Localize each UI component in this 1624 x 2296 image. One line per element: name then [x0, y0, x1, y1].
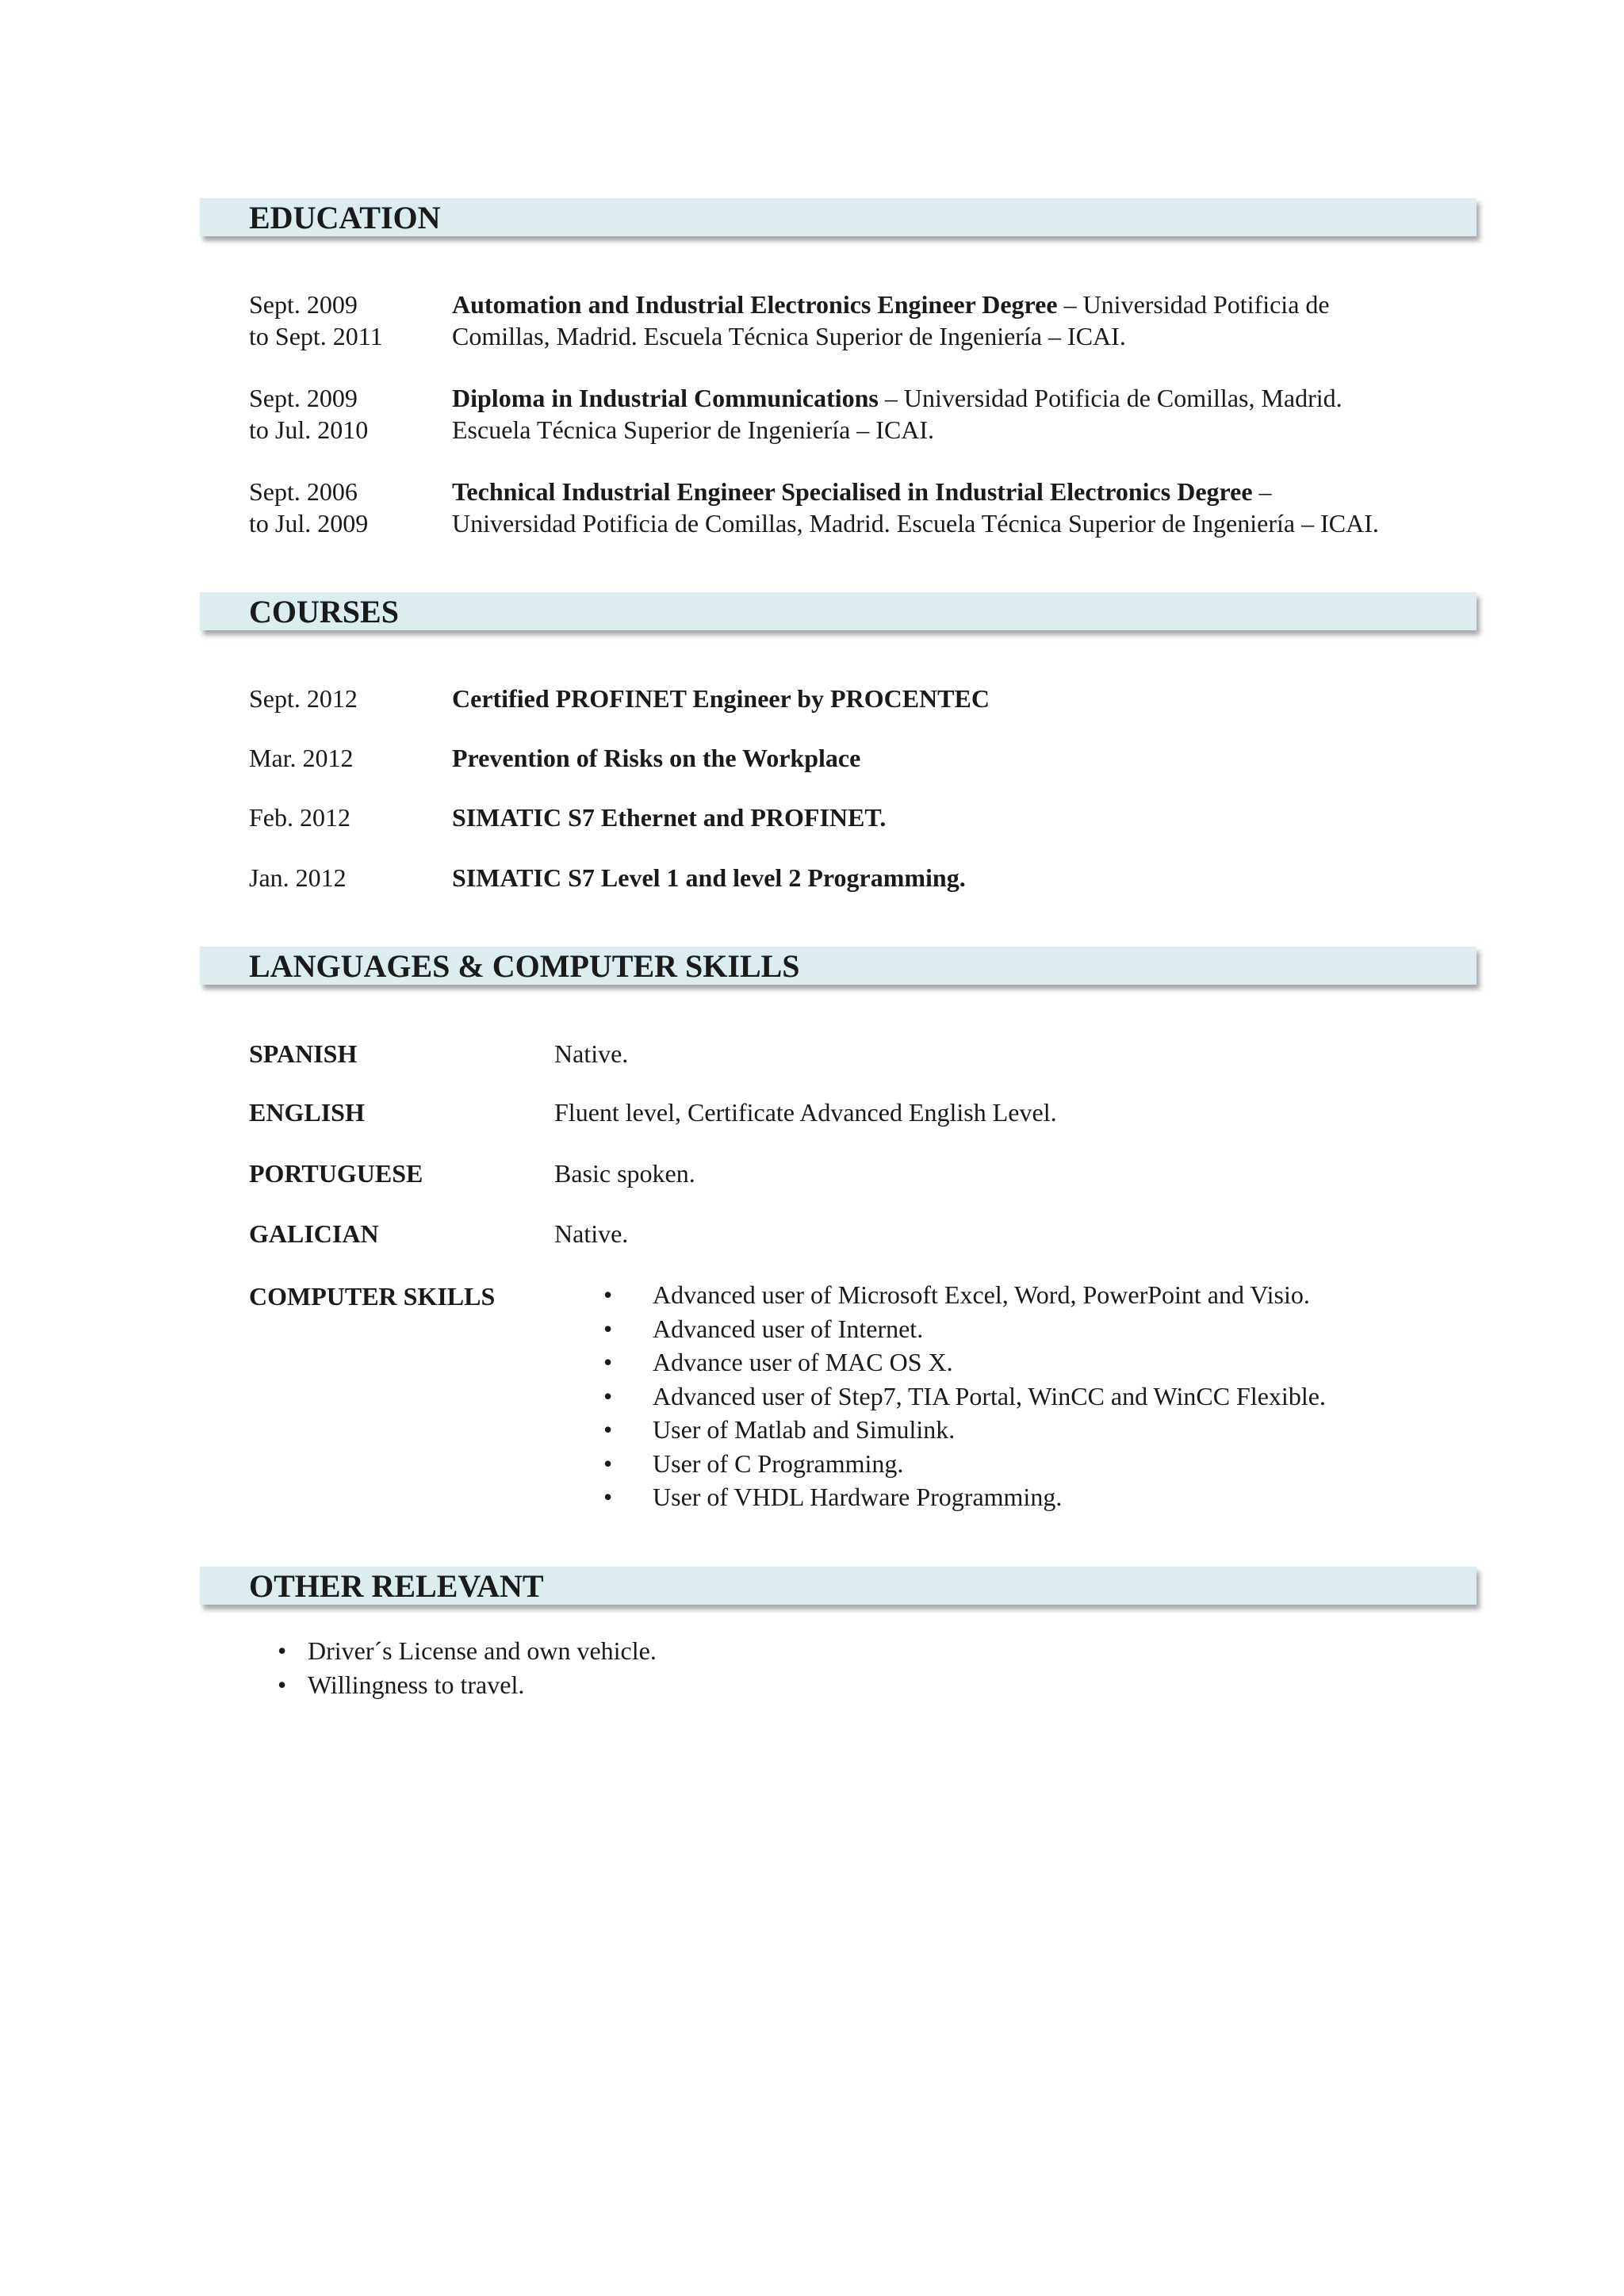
- language-name: ENGLISH: [249, 1098, 365, 1127]
- date-start: Sept. 2006: [249, 477, 358, 506]
- education-line1: [452, 289, 1483, 320]
- list-item: [278, 1668, 657, 1702]
- bullet-icon: •: [603, 1314, 613, 1343]
- other-text: Driver´s License and own vehicle.: [308, 1636, 657, 1665]
- bullet-icon: •: [278, 1670, 287, 1699]
- course-name: Prevention of Risks on the Workplace: [452, 744, 861, 772]
- list-item: [599, 1312, 1326, 1346]
- course-name: SIMATIC S7 Ethernet and PROFINET.: [452, 803, 887, 832]
- other-text: Willingness to travel.: [308, 1670, 525, 1699]
- education-line1: [452, 476, 1483, 507]
- bullet-icon: •: [603, 1415, 613, 1444]
- education-description: [452, 382, 1483, 446]
- language-name: GALICIAN: [249, 1219, 379, 1248]
- course-date: Feb. 2012: [249, 803, 350, 832]
- other-header: [200, 1567, 1477, 1605]
- education-description: [452, 289, 1483, 352]
- courses-title: COURSES: [249, 594, 399, 629]
- course-name: Certified PROFINET Engineer by PROCENTEC: [452, 684, 990, 713]
- education-title: EDUCATION: [249, 200, 441, 235]
- other-title: OTHER RELEVANT: [249, 1568, 544, 1604]
- language-level: Basic spoken.: [554, 1159, 695, 1188]
- education-date: [249, 476, 447, 539]
- institution: – Universidad Potificia de: [1057, 290, 1330, 319]
- education-line2: Universidad Potificia de Comillas, Madrid. Escuela Técnica Superior de Ingeniería – ICAI.: [452, 509, 1379, 538]
- language-level: Fluent level, Certificate Advanced English Level.: [554, 1098, 1057, 1127]
- course-date: Jan. 2012: [249, 863, 347, 892]
- education-line2: Comillas, Madrid. Escuela Técnica Superior de Ingeniería – ICAI.: [452, 322, 1126, 350]
- languages-title: LANGUAGES & COMPUTER SKILLS: [249, 948, 800, 984]
- course-date: Sept. 2012: [249, 684, 358, 713]
- date-end: to Sept. 2011: [249, 322, 383, 350]
- computer-skills-label: COMPUTER SKILLS: [249, 1282, 496, 1311]
- bullet-icon: •: [603, 1348, 613, 1376]
- courses-header: [200, 592, 1477, 630]
- education-date: [249, 289, 447, 352]
- skill-text: Advanced user of Step7, TIA Portal, WinCC and WinCC Flexible.: [653, 1381, 1326, 1410]
- list-item: [599, 1413, 1326, 1447]
- institution: –: [1252, 477, 1272, 506]
- skill-text: User of Matlab and Simulink.: [653, 1415, 956, 1444]
- institution: – Universidad Potificia de Comillas, Madrid.: [878, 384, 1342, 412]
- degree-name: Technical Industrial Engineer Specialised in Industrial Electronics Degree: [452, 477, 1253, 506]
- list-item: [599, 1278, 1326, 1312]
- languages-header: [200, 947, 1477, 985]
- education-description: [452, 476, 1483, 539]
- education-line2: Escuela Técnica Superior de Ingeniería – ICAI.: [452, 415, 935, 444]
- bullet-icon: •: [603, 1280, 613, 1309]
- skill-text: Advanced user of Internet.: [653, 1314, 924, 1343]
- list-item: [599, 1480, 1326, 1514]
- other-list: [278, 1634, 657, 1701]
- bullet-icon: •: [278, 1636, 287, 1665]
- bullet-icon: •: [603, 1381, 613, 1410]
- bullet-icon: •: [603, 1483, 613, 1511]
- date-end: to Jul. 2009: [249, 509, 369, 538]
- skill-text: User of VHDL Hardware Programming.: [653, 1483, 1063, 1511]
- education-date: [249, 382, 447, 446]
- skill-text: Advanced user of Microsoft Excel, Word, PowerPoint and Visio.: [653, 1280, 1310, 1309]
- language-name: SPANISH: [249, 1039, 358, 1068]
- degree-name: Automation and Industrial Electronics Engineer Degree: [452, 290, 1058, 319]
- date-start: Sept. 2009: [249, 384, 358, 412]
- date-start: Sept. 2009: [249, 290, 358, 319]
- course-date: Mar. 2012: [249, 744, 354, 772]
- list-item: [599, 1380, 1326, 1414]
- language-name: PORTUGUESE: [249, 1159, 423, 1188]
- education-header: [200, 198, 1477, 236]
- skill-text: Advance user of MAC OS X.: [653, 1348, 953, 1376]
- skill-text: User of C Programming.: [653, 1448, 904, 1478]
- language-level: Native.: [554, 1039, 629, 1068]
- computer-skills-list: [599, 1278, 1326, 1514]
- course-name: SIMATIC S7 Level 1 and level 2 Programming.: [452, 863, 966, 892]
- list-item: [278, 1634, 657, 1668]
- list-item: [599, 1447, 1326, 1481]
- education-line1: [452, 382, 1483, 414]
- bullet-icon: •: [603, 1448, 613, 1478]
- degree-name: Diploma in Industrial Communications: [452, 384, 879, 412]
- list-item: [599, 1345, 1326, 1380]
- date-end: to Jul. 2010: [249, 415, 369, 444]
- language-level: Native.: [554, 1219, 629, 1248]
